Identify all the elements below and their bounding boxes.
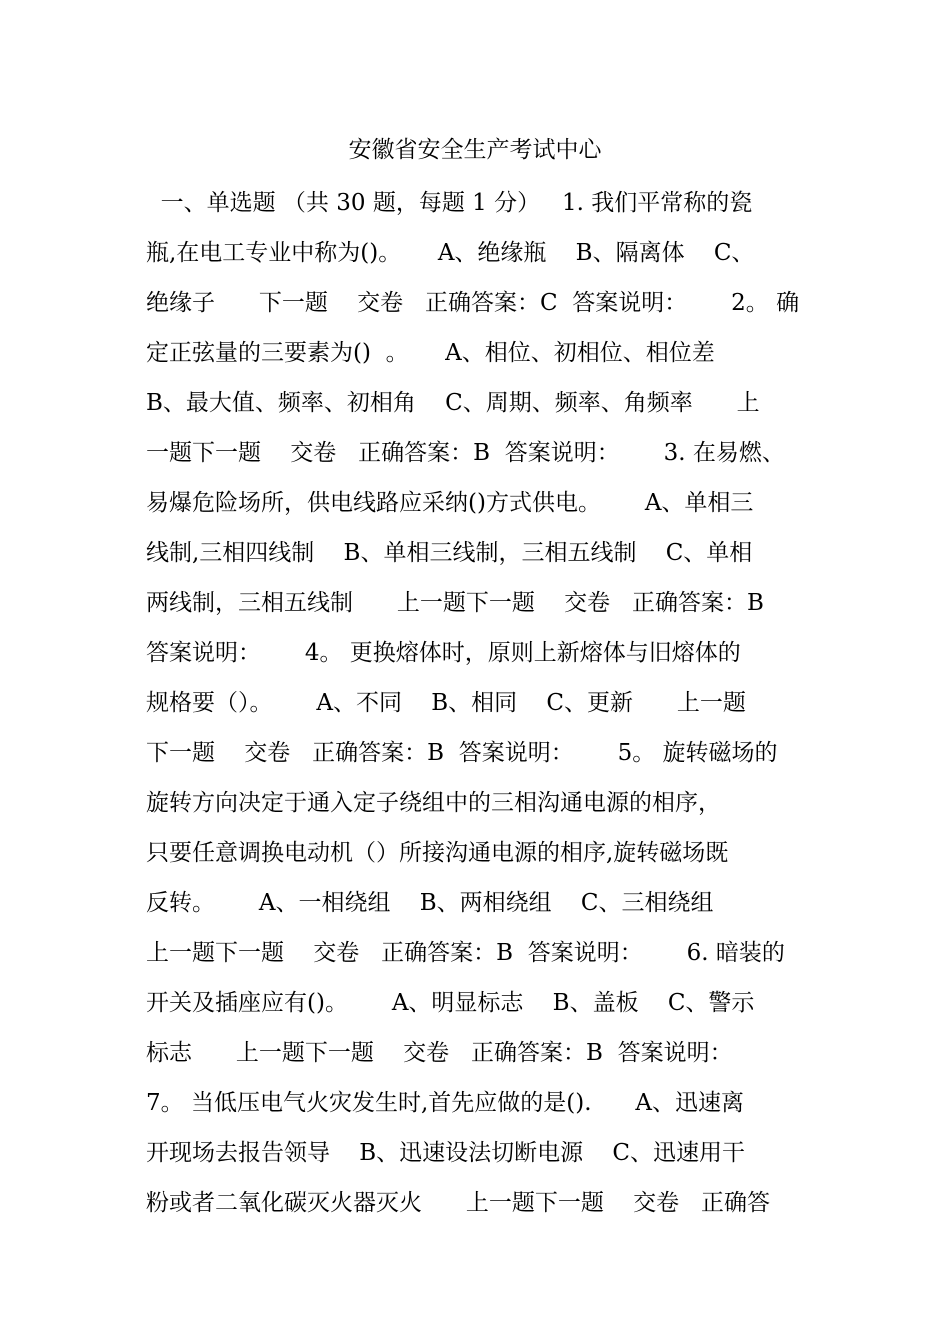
text-line: 一题下一题 交卷 正确答案：B 答案说明： 3. 在易燃、	[146, 440, 785, 466]
text-line: 上一题下一题 交卷 正确答案：B 答案说明： 6. 暗装的	[146, 940, 785, 966]
text-line: 易爆危险场所，供电线路应采纳()方式供电。 A、单相三	[146, 490, 754, 516]
text-line: 线制,三相四线制 B、单相三线制，三相五线制 C、单相	[146, 540, 753, 566]
text-line: 瓶,在电工专业中称为()。 A、绝缘瓶 B、隔离体 C、	[146, 240, 755, 266]
text-line: 只要任意调换电动机（）所接沟通电源的相序,旋转磁场既	[146, 840, 729, 866]
document-title: 安徽省安全生产考试中心	[348, 137, 602, 163]
text-line: 一、单选题 （共 30 题，每题 1 分） 1. 我们平常称的瓷	[146, 190, 753, 216]
text-line: 反转。 A、一相绕组 B、两相绕组 C、三相绕组	[146, 890, 714, 916]
text-line: 规格要（）。 A、不同 B、相同 C、更新 上一题	[146, 690, 746, 716]
text-line: 下一题 交卷 正确答案：B 答案说明： 5。 旋转磁场的	[146, 740, 778, 766]
text-line: 开关及插座应有()。 A、明显标志 B、盖板 C、警示	[146, 990, 755, 1016]
text-line: 7。 当低压电气火灾发生时,首先应做的是(). A、迅速离	[146, 1090, 744, 1116]
text-line: 旋转方向决定于通入定子绕组中的三相沟通电源的相序，	[146, 790, 721, 816]
document-body	[146, 178, 814, 1228]
text-line: 开现场去报告领导 B、迅速设法切断电源 C、迅速用干	[146, 1140, 745, 1166]
text-line: 定正弦量的三要素为() 。 A、相位、初相位、相位差	[146, 340, 715, 366]
text-line: 两线制，三相五线制 上一题下一题 交卷 正确答案：B	[146, 590, 764, 616]
text-line: B、最大值、频率、初相角 C、周期、频率、角频率 上	[146, 390, 760, 416]
text-line: 答案说明： 4。 更换熔体时，原则上新熔体与旧熔体的	[146, 640, 741, 666]
text-line: 粉或者二氧化碳灭火器灭火 上一题下一题 交卷 正确答	[146, 1190, 771, 1216]
text-line: 标志 上一题下一题 交卷 正确答案：B 答案说明：	[146, 1040, 733, 1066]
text-line: 绝缘子 下一题 交卷 正确答案：C 答案说明： 2。 确	[146, 290, 800, 316]
